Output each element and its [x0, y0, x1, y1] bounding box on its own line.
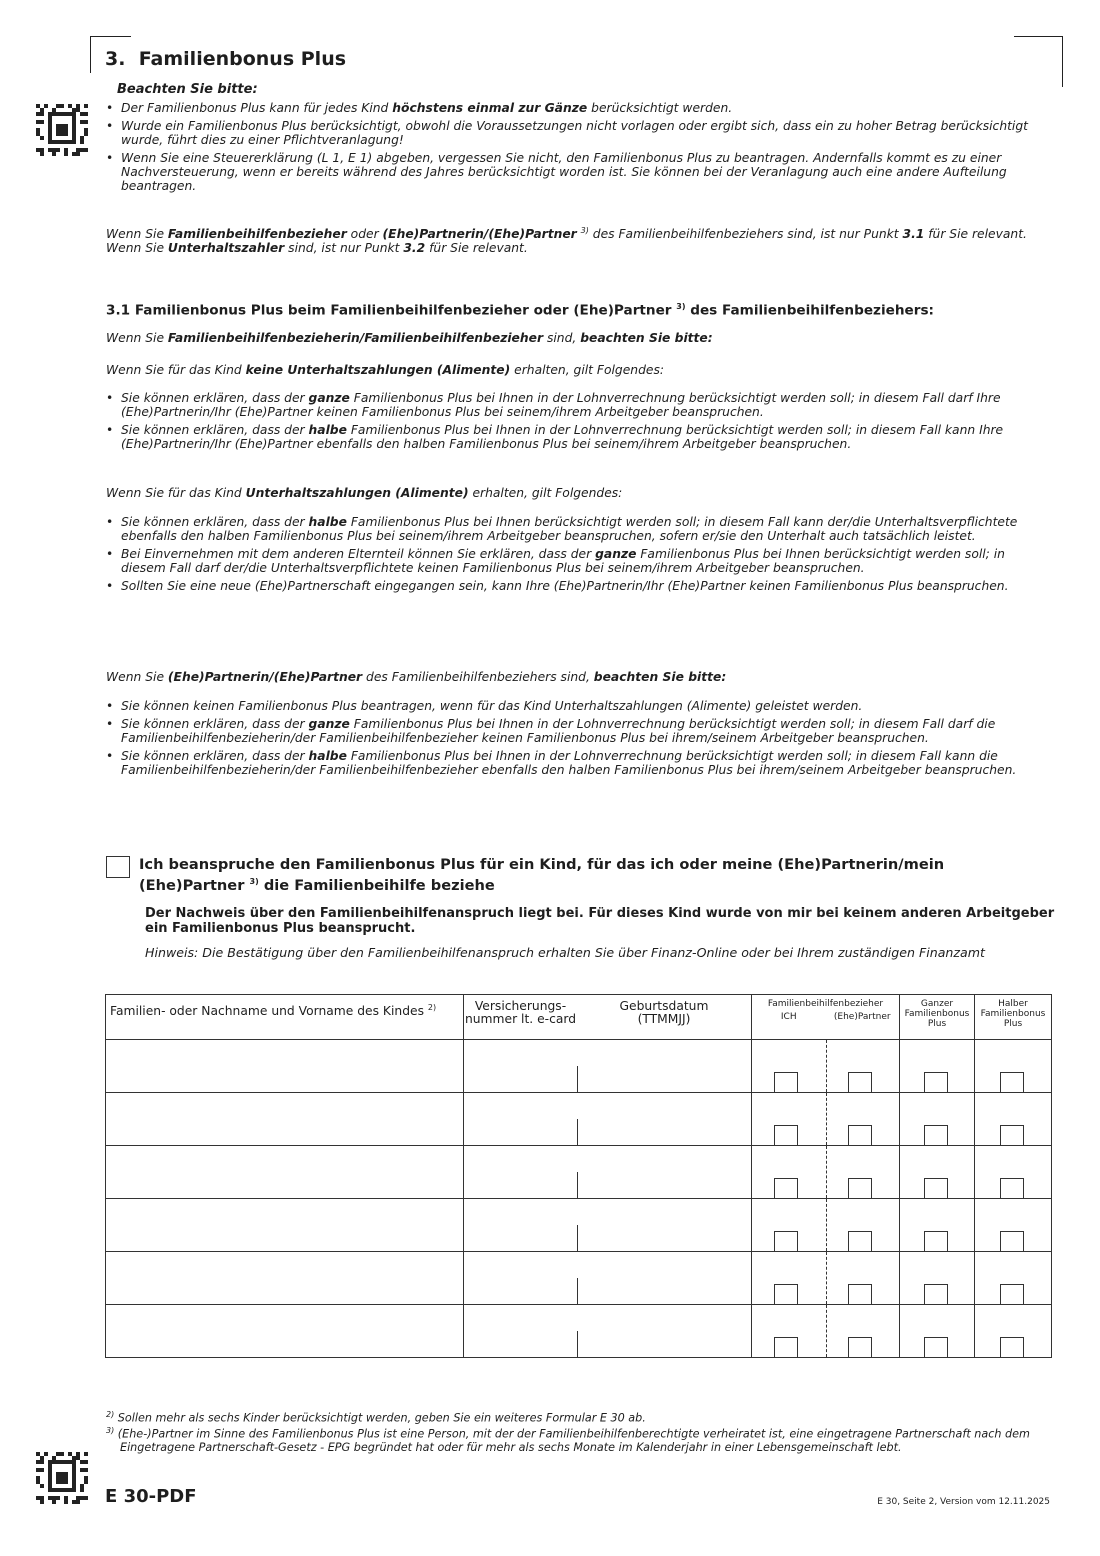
- full-bonus-cell: [900, 1305, 975, 1358]
- header-fb-recipient: Familienbeihilfenbezieher ICH (Ehe)Partner: [752, 995, 900, 1040]
- subsection-3-1-title: 3.1 Familienbonus Plus beim Familienbeihilfenbezieher oder (Ehe)Partner $^{3)}$ des Familienbeihilfenbeziehers:: [106, 302, 934, 319]
- half-bonus-cell: [975, 1305, 1052, 1358]
- full-bonus-cell: [900, 1252, 975, 1305]
- notice-bullet: • Wenn Sie eine Steuererklärung (L 1, E 1) abgeben, vergessen Sie nicht, den Familienbonus Plus zu beantragen. Andernfalls kommt es zu einer Nachversteuerung, wenn er bereits während des Jahres berücksichtigt worden ist. Sie können bei der Veranlagung auch eine andere Aufteilung beantragen.: [106, 151, 1052, 193]
- table-header-row: [106, 995, 1052, 1040]
- table-row: [106, 1305, 1052, 1358]
- list-item: • Sie können erklären, dass der ganze Familienbonus Plus bei Ihnen in der Lohnverrechnung berücksichtigt werden soll; in diesem Fall darf Ihre (Ehe)Partnerin/Ihr (Ehe)Partner keinen Familienbonus Plus bei seinem/ihrem Arbeitgeber beanspruchen.: [106, 391, 1052, 419]
- half-bonus-checkbox[interactable]: [1000, 1231, 1024, 1251]
- claim-checkbox[interactable]: [106, 856, 130, 878]
- full-bonus-checkbox[interactable]: [924, 1125, 948, 1145]
- svnr-dob-cell[interactable]: [464, 1093, 752, 1146]
- list-item: • Sie können erklären, dass der halbe Familienbonus Plus bei Ihnen in der Lohnverrechnung berücksichtigt werden soll; in diesem Fall kann die Familienbeihilfenbezieherin/der Familienbeihilfenbezieher ebenfalls den halben Familienbonus Plus bei ihrem/seinem Arbeitgeber beanspruchen.: [106, 749, 1052, 777]
- half-bonus-checkbox[interactable]: [1000, 1125, 1024, 1145]
- partner-checkbox[interactable]: [848, 1231, 872, 1251]
- footnote-3: $^{3)}$ (Ehe-)Partner im Sinne des Familienbonus Plus ist eine Person, mit der der Familienbeihilfenberechtigte verheiratet ist, eine eingetragene Partnerschaft nach dem Eingetragene Partnerschaft-Gesetz - EPG begründet hat oder für mehr als sechs Monate im Kalenderjahr in einer Lebensgemeinschaft lebt.: [106, 1426, 1030, 1454]
- partner-checkbox[interactable]: [848, 1337, 872, 1357]
- full-bonus-cell: [900, 1040, 975, 1093]
- form-id: E 30-PDF: [105, 1486, 197, 1507]
- full-bonus-cell: [900, 1093, 975, 1146]
- ich-checkbox[interactable]: [774, 1284, 798, 1304]
- ich-checkbox[interactable]: [774, 1231, 798, 1251]
- alimony-list: [106, 515, 1052, 597]
- full-bonus-checkbox[interactable]: [924, 1072, 948, 1092]
- fb-cell: [752, 1146, 900, 1199]
- fb-cell: [752, 1199, 900, 1252]
- table-row: [106, 1252, 1052, 1305]
- half-bonus-cell: [975, 1252, 1052, 1305]
- claim-label: Ich beanspruche den Familienbonus Plus für ein Kind, für das ich oder meine (Ehe)Partnerin/mein (Ehe)Partner $^{3)}$ die Familienbeihilfe beziehe: [139, 856, 945, 894]
- footnote-2: $^{2)}$ Sollen mehr als sechs Kinder berücksichtigt werden, geben Sie ein weiteres Formular E 30 ab.: [106, 1410, 646, 1425]
- half-bonus-checkbox[interactable]: [1000, 1337, 1024, 1357]
- child-name-cell[interactable]: [106, 1093, 464, 1146]
- half-bonus-checkbox[interactable]: [1000, 1178, 1024, 1198]
- table-row: [106, 1146, 1052, 1199]
- no-alimony-paragraph: Wenn Sie für das Kind keine Unterhaltszahlungen (Alimente) erhalten, gilt Folgendes:: [106, 363, 664, 377]
- notice-bullet: • Wurde ein Familienbonus Plus berücksichtigt, obwohl die Voraussetzungen nicht vorlagen oder ergibt sich, dass ein zu hoher Betrag berücksichtigt wurde, führt dies zu einer Pflichtveranlagung!: [106, 119, 1052, 147]
- partner-checkbox[interactable]: [848, 1125, 872, 1145]
- partner-paragraph: Wenn Sie (Ehe)Partnerin/(Ehe)Partner des Familienbeihilfenbeziehers sind, beachten Sie bitte:: [106, 670, 727, 684]
- half-bonus-cell: [975, 1199, 1052, 1252]
- svnr-dob-cell[interactable]: [464, 1040, 752, 1093]
- header-half-bonus: Halber Familienbonus Plus: [975, 995, 1052, 1040]
- svnr-dob-cell[interactable]: [464, 1305, 752, 1358]
- no-alimony-list: [106, 391, 1052, 455]
- half-bonus-cell: [975, 1093, 1052, 1146]
- full-bonus-checkbox[interactable]: [924, 1178, 948, 1198]
- proof-statement: Der Nachweis über den Familienbeihilfenanspruch liegt bei. Für dieses Kind wurde von mir bei keinem anderen Arbeitgeber ein Familienbonus Plus beansprucht.: [145, 906, 1055, 936]
- header-name: Familien- oder Nachname und Vorname des Kindes $^{2)}$: [106, 995, 464, 1040]
- svnr-dob-cell[interactable]: [464, 1146, 752, 1199]
- fb-cell: [752, 1040, 900, 1093]
- fb-cell: [752, 1252, 900, 1305]
- version-text: E 30, Seite 2, Version vom 12.11.2025: [877, 1497, 1050, 1507]
- table-row: [106, 1040, 1052, 1093]
- child-name-cell[interactable]: [106, 1252, 464, 1305]
- full-bonus-checkbox[interactable]: [924, 1231, 948, 1251]
- list-item: • Bei Einvernehmen mit dem anderen Elternteil können Sie erklären, dass der ganze Familienbonus Plus bei Ihnen berücksichtigt werden soll; in diesem Fall darf der/die Unterhaltsverpflichtete keinen Familienbonus Plus bei seinem/ihrem Arbeitgeber beanspruchen.: [106, 547, 1052, 575]
- partner-checkbox[interactable]: [848, 1284, 872, 1304]
- intro-paragraph: Wenn Sie Familienbeihilfenbezieher oder (Ehe)Partnerin/(Ehe)Partner $^{3)}$ des Familienbeihilfenbeziehers sind, ist nur Punkt 3.1 für Sie relevant. Wenn Sie Unterhaltszahler sind, ist nur Punkt 3.2 für Sie relevant.: [106, 226, 1027, 256]
- ich-checkbox[interactable]: [774, 1125, 798, 1145]
- list-item: • Sie können erklären, dass der halbe Familienbonus Plus bei Ihnen berücksichtigt werden soll; in diesem Fall kann der/die Unterhaltsverpflichtete ebenfalls den halben Familienbonus Plus bei seinem/ihrem Arbeitgeber beanspruchen, sofern er/sie den Unterhalt auch tatsächlich leistet.: [106, 515, 1052, 543]
- child-name-cell[interactable]: [106, 1040, 464, 1093]
- notice-list: [106, 101, 1052, 197]
- child-name-cell[interactable]: [106, 1146, 464, 1199]
- section-title: 3. Familienbonus Plus: [105, 48, 347, 70]
- header-svnr-dob: Versicherungs- nummer lt. e-card Geburtsdatum (TTMMJJ): [464, 995, 752, 1040]
- ich-checkbox[interactable]: [774, 1178, 798, 1198]
- full-bonus-cell: [900, 1199, 975, 1252]
- partner-checkbox[interactable]: [848, 1178, 872, 1198]
- full-bonus-cell: [900, 1146, 975, 1199]
- list-item: • Sollten Sie eine neue (Ehe)Partnerschaft eingegangen sein, kann Ihre (Ehe)Partnerin/Ihr (Ehe)Partner keinen Familienbonus Plus beanspruchen.: [106, 579, 1052, 593]
- list-item: • Sie können erklären, dass der ganze Familienbonus Plus bei Ihnen in der Lohnverrechnung berücksichtigt werden soll; in diesem Fall darf die Familienbeihilfenbezieherin/der Familienbeihilfenbezieher keinen Familienbonus Plus bei ihrem/seinem Arbeitgeber beanspruchen.: [106, 717, 1052, 745]
- list-item: • Sie können erklären, dass der halbe Familienbonus Plus bei Ihnen in der Lohnverrechnung berücksichtigt werden soll; in diesem Fall kann Ihre (Ehe)Partnerin/Ihr (Ehe)Partner ebenfalls den halben Familienbonus Plus bei seinem/ihrem Arbeitgeber beanspruchen.: [106, 423, 1052, 451]
- recipient-paragraph: Wenn Sie Familienbeihilfenbezieherin/Familienbeihilfenbezieher sind, beachten Sie bitte:: [106, 331, 713, 345]
- hint-text: Hinweis: Die Bestätigung über den Familienbeihilfenanspruch erhalten Sie über Finanz-Online oder bei Ihrem zuständigen Finanzamt: [145, 945, 985, 960]
- corner-mark-top-right: [1014, 36, 1063, 87]
- qr-code-icon: [36, 1452, 88, 1504]
- alimony-paragraph: Wenn Sie für das Kind Unterhaltszahlungen (Alimente) erhalten, gilt Folgendes:: [106, 486, 623, 500]
- notice-heading: Beachten Sie bitte:: [117, 82, 258, 97]
- half-bonus-checkbox[interactable]: [1000, 1284, 1024, 1304]
- partner-checkbox[interactable]: [848, 1072, 872, 1092]
- half-bonus-cell: [975, 1040, 1052, 1093]
- qr-code-icon: [36, 104, 88, 156]
- child-name-cell[interactable]: [106, 1305, 464, 1358]
- half-bonus-checkbox[interactable]: [1000, 1072, 1024, 1092]
- ich-checkbox[interactable]: [774, 1337, 798, 1357]
- svnr-dob-cell[interactable]: [464, 1252, 752, 1305]
- half-bonus-cell: [975, 1146, 1052, 1199]
- full-bonus-checkbox[interactable]: [924, 1337, 948, 1357]
- table-row: [106, 1199, 1052, 1252]
- svnr-dob-cell[interactable]: [464, 1199, 752, 1252]
- header-full-bonus: Ganzer Familienbonus Plus: [900, 995, 975, 1040]
- full-bonus-checkbox[interactable]: [924, 1284, 948, 1304]
- child-name-cell[interactable]: [106, 1199, 464, 1252]
- children-table: [105, 994, 1052, 1358]
- table-row: [106, 1093, 1052, 1146]
- partner-list: [106, 699, 1052, 781]
- notice-bullet: • Der Familienbonus Plus kann für jedes Kind höchstens einmal zur Gänze berücksichtigt werden.: [106, 101, 1052, 115]
- fb-cell: [752, 1305, 900, 1358]
- fb-cell: [752, 1093, 900, 1146]
- list-item: • Sie können keinen Familienbonus Plus beantragen, wenn für das Kind Unterhaltszahlungen (Alimente) geleistet werden.: [106, 699, 1052, 713]
- ich-checkbox[interactable]: [774, 1072, 798, 1092]
